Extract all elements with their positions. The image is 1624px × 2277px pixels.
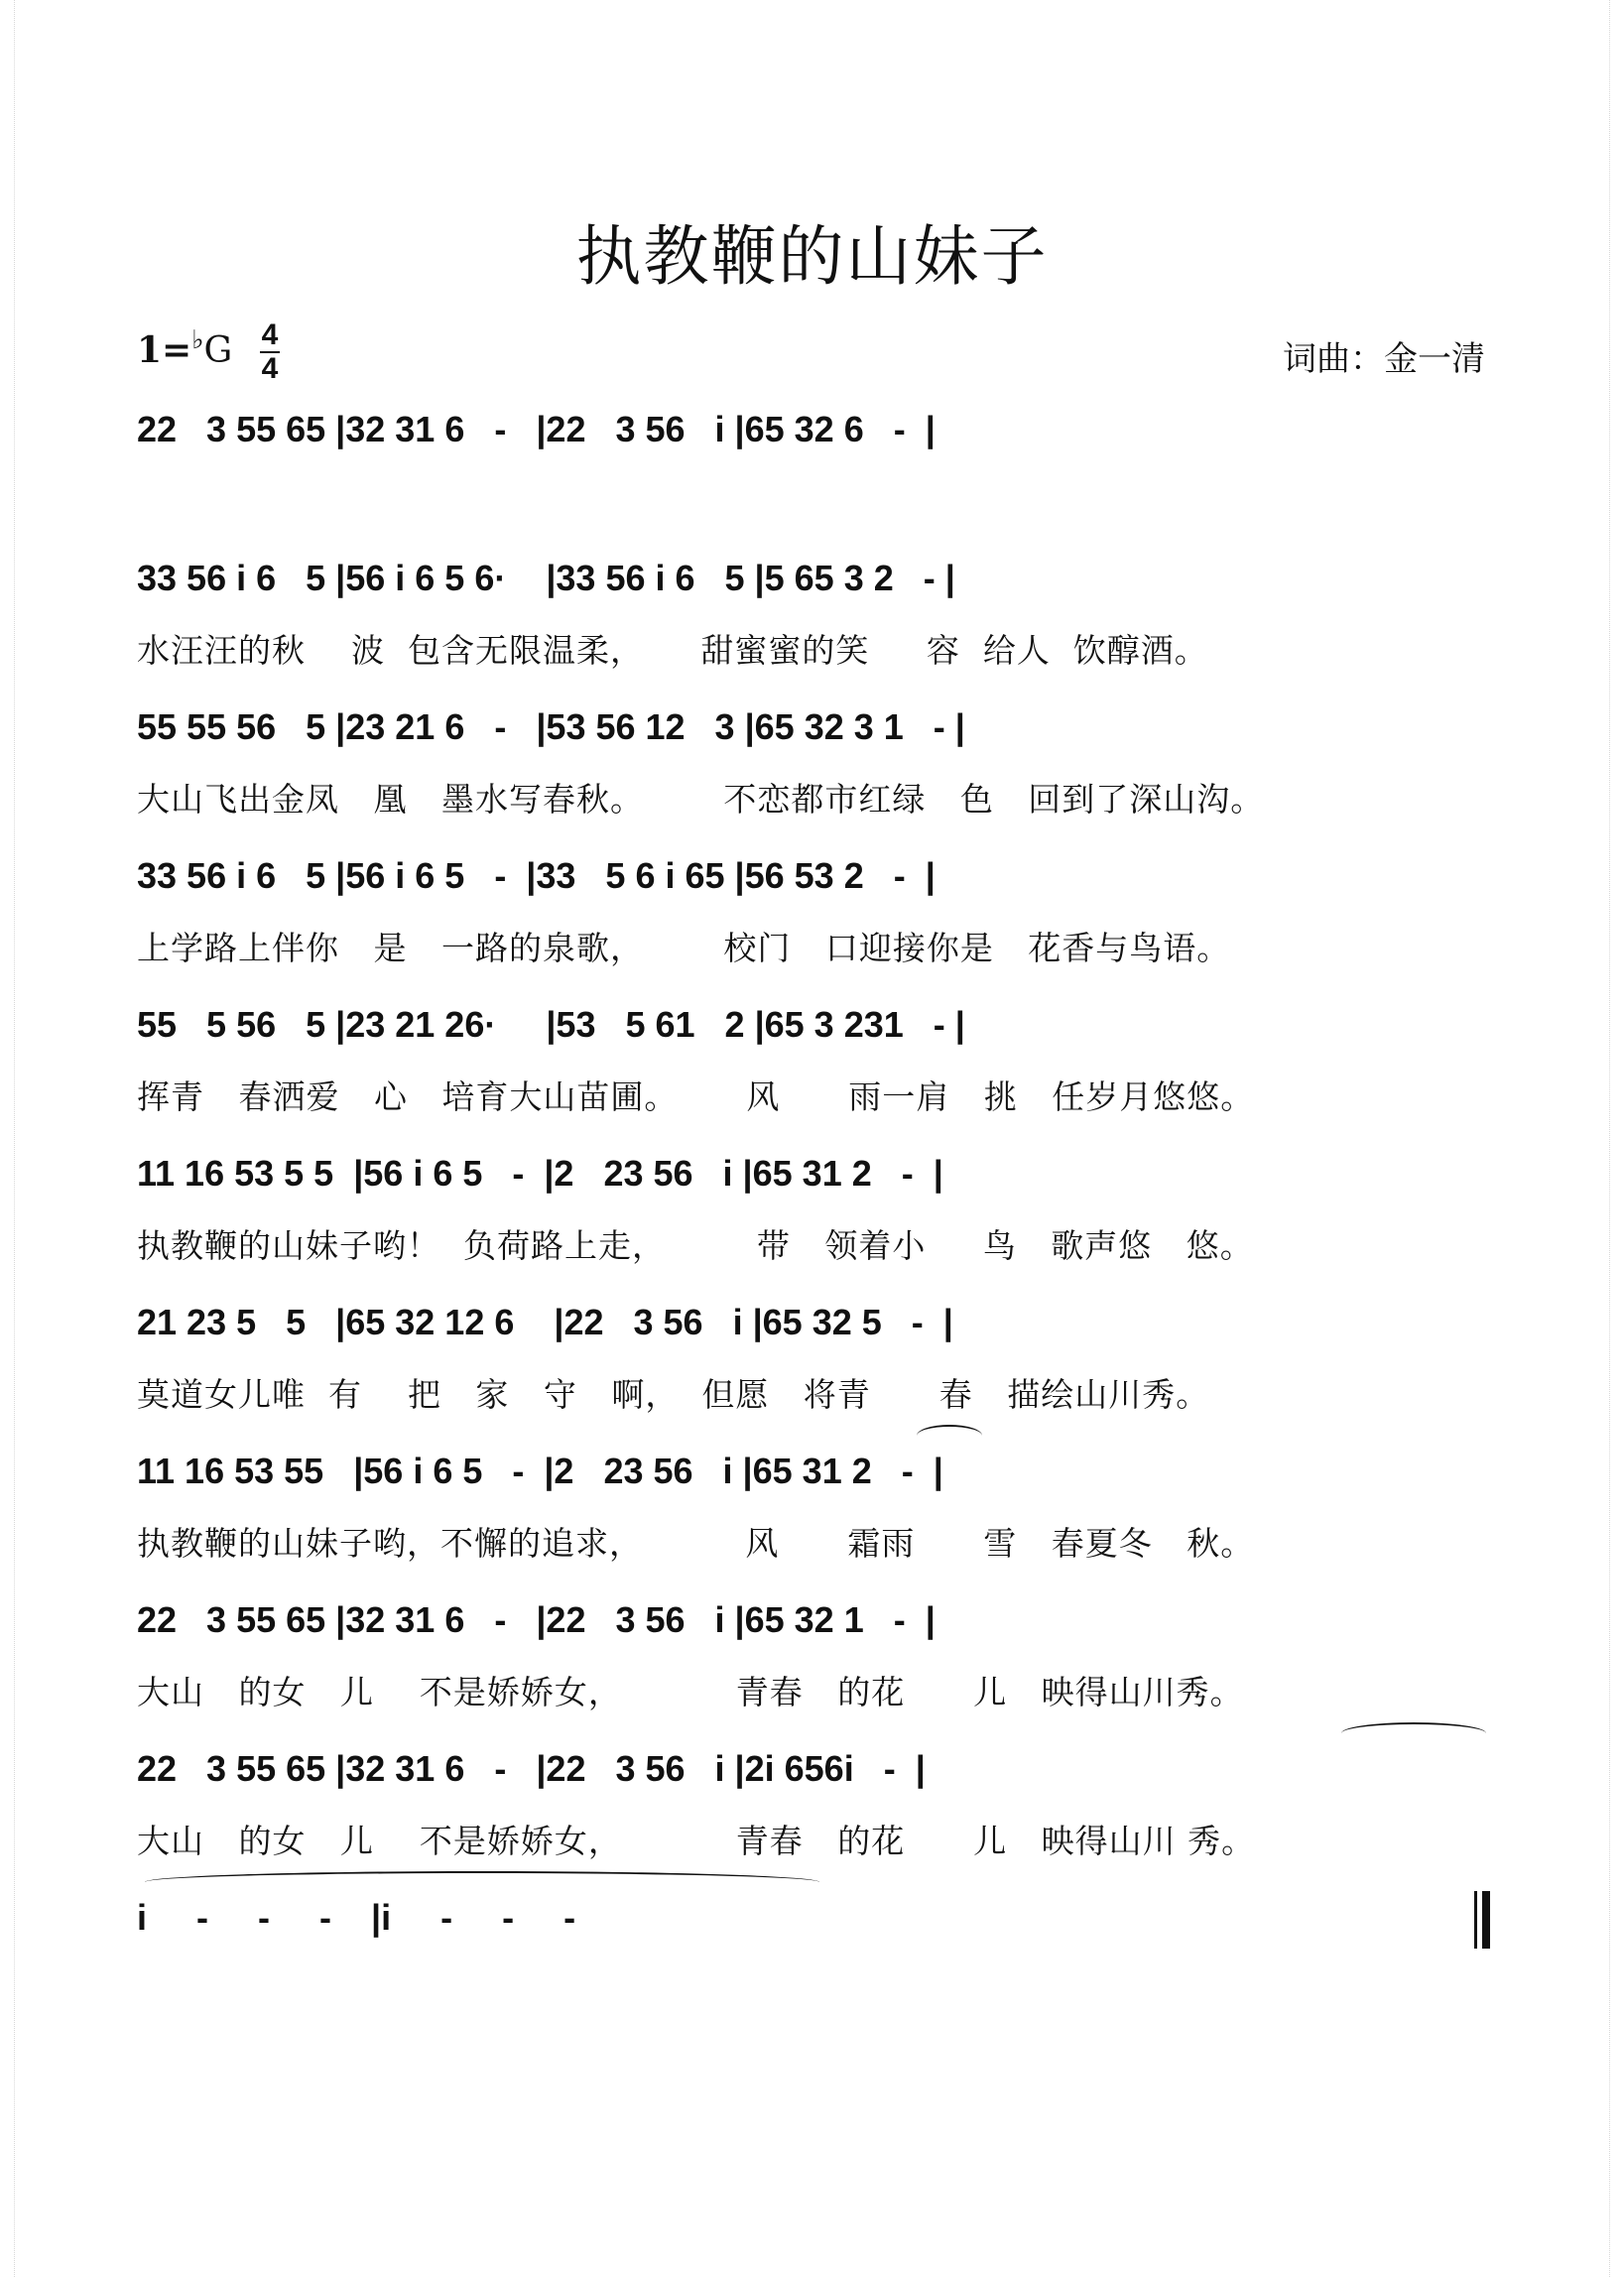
notation-line: 21 23 5 5 |65 32 12 6 |22 3 56 i |65 32 5 - | [137, 1302, 953, 1342]
key-prefix: 1= [137, 329, 192, 371]
final-barline-thin [1474, 1891, 1477, 1949]
system-2 [137, 554, 1498, 672]
lyrics-line: 莫道女儿唯 有 把 家 守 啊， 但愿 将青 春 描绘山川秀。 [137, 1375, 1210, 1414]
notation-line: i - - - |i - - - [137, 1897, 616, 1938]
notation-line: 22 3 55 65 |32 31 6 - |22 3 56 i |65 32 1 - | [137, 1599, 936, 1640]
system-10 [137, 1744, 1498, 1862]
notation-line: 33 56 i 6 5 |56 i 6 5 - |33 5 6 i 65 |56 53 2 - | [137, 855, 936, 896]
lyrics-line: 大山飞出金凤 凰 墨水写春秋。 不恋都市红绿 色 回到了深山沟。 [137, 780, 1265, 819]
system-3 [137, 702, 1498, 821]
left-margin-strip [0, 0, 15, 2277]
flat-sign: ♭ [191, 325, 204, 355]
tie-arc [1341, 1722, 1486, 1744]
slur-arc [917, 1425, 982, 1447]
system-4 [137, 851, 1498, 969]
right-margin-strip [1609, 0, 1624, 2277]
notation-line: 55 55 56 5 |23 21 6 - |53 56 12 3 |65 32 3 1 - | [137, 706, 965, 747]
system-11 [137, 1893, 1498, 1943]
lyrics-line: 挥青 春洒爱 心 培育大山苗圃。 风 雨一肩 挑 任岁月悠悠。 [137, 1077, 1255, 1116]
system-7 [137, 1298, 1498, 1416]
lyrics-line: 上学路上伴你 是 一路的泉歌， 校门 口迎接你是 花香与鸟语。 [137, 929, 1231, 967]
notation-line: 22 3 55 65 |32 31 6 - |22 3 56 i |2i 656i - | [137, 1748, 926, 1789]
system-1 [137, 405, 1498, 454]
notation-line: 11 16 53 5 5 |56 i 6 5 - |2 23 56 i |65 31 2 - | [137, 1153, 943, 1194]
key-note: G [203, 330, 233, 371]
meter-top: 4 [261, 318, 279, 351]
final-barline-thick [1482, 1891, 1490, 1949]
notation-line: 11 16 53 55 |56 i 6 5 - |2 23 56 i |65 31 2 - | [137, 1451, 943, 1491]
composer-credit: 词曲：金一清 [1283, 339, 1485, 379]
tie-arc [145, 1871, 819, 1893]
lyrics-line: 水汪汪的秋 波 包含无限温柔， 甜蜜蜜的笑 容 给人 饮醇酒。 [137, 631, 1208, 670]
lyrics-line: 执教鞭的山妹子哟，不懈的追求， 风 霜雨 雪 春夏冬 秋。 [137, 1524, 1255, 1563]
system-8 [137, 1447, 1498, 1565]
notation-line: 33 56 i 6 5 |56 i 6 5 6· |33 56 i 6 5 |5 65 3 2 - | [137, 558, 955, 598]
lyrics-line: 大山 的女 儿 不是娇娇女， 青春 的花 儿 映得山川秀。 [137, 1673, 1244, 1711]
lyrics-line: 执教鞭的山妹子哟！ 负荷路上走， 带 领着小 鸟 歌声悠 悠。 [137, 1226, 1254, 1265]
system-9 [137, 1595, 1498, 1713]
system-5 [137, 1000, 1498, 1118]
meter-bottom: 4 [261, 352, 279, 385]
key-signature [137, 325, 232, 371]
lyrics-line: 大山 的女 儿 不是娇娇女， 青春 的花 儿 映得山川 秀。 [137, 1822, 1256, 1860]
notation-line: 55 5 56 5 |23 21 26· |53 5 61 2 |65 3 231 - | [137, 1004, 965, 1045]
time-signature [260, 319, 280, 385]
system-6 [137, 1149, 1498, 1267]
notation-line: 22 3 55 65 |32 31 6 - |22 3 56 i |65 32 6 - | [137, 409, 936, 449]
song-title: 执教鞭的山妹子 [575, 218, 1049, 295]
